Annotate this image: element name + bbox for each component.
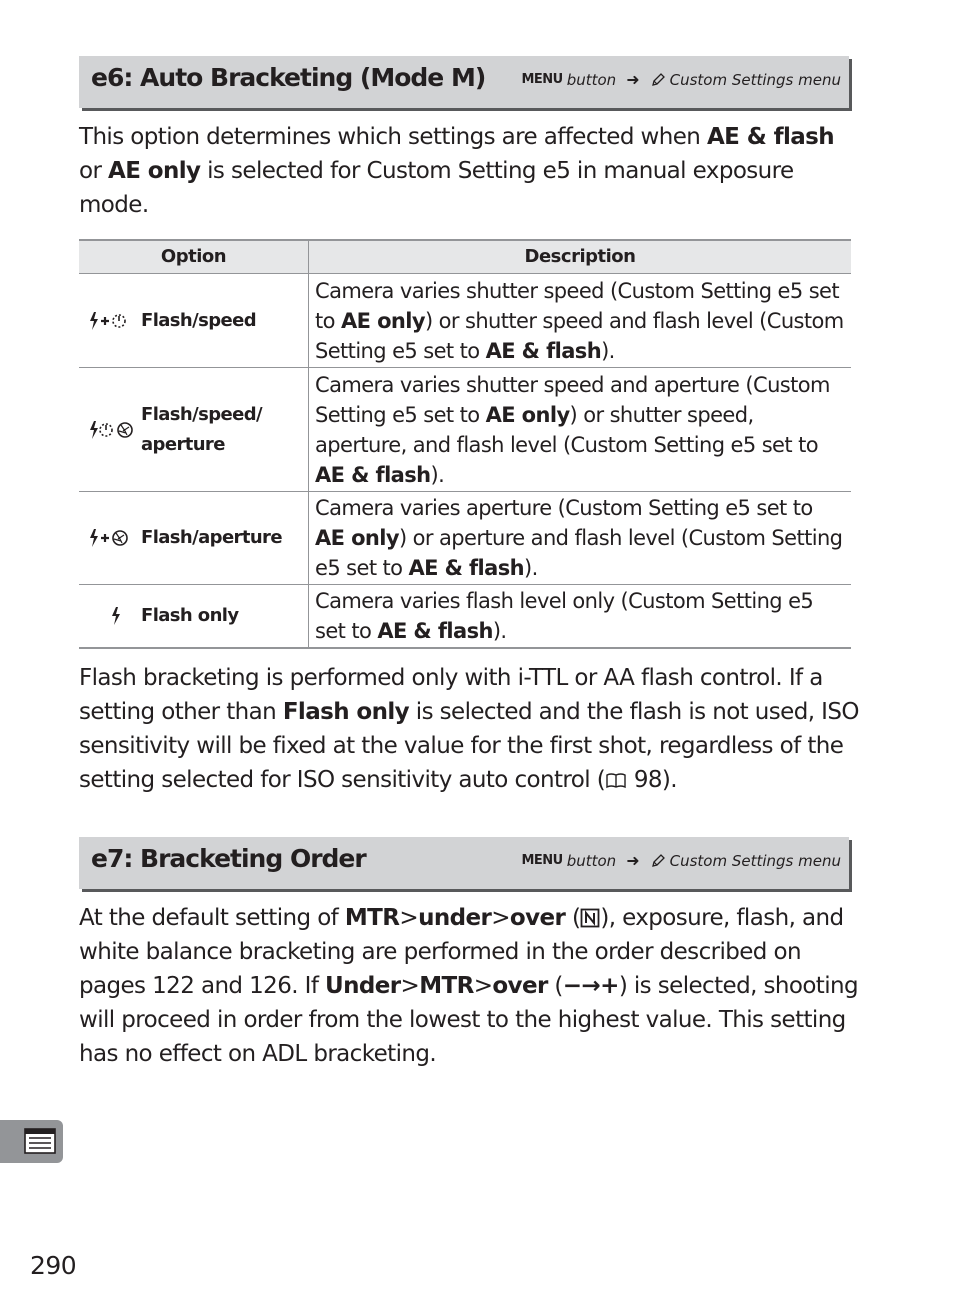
setting-ae-flash: AE & flash <box>315 462 431 487</box>
e7-title: e7: Bracketing Order <box>91 844 366 873</box>
custom-settings-tab <box>0 1120 63 1163</box>
text-run: Camera varies flash level only (Custom Setting e5 set to <box>315 589 814 643</box>
flash-plus-aperture-icon <box>79 527 141 549</box>
text-run: ( <box>547 973 563 999</box>
description-cell <box>309 274 852 368</box>
separator: > <box>473 973 493 999</box>
text-run: ). <box>601 338 615 363</box>
text-run: is selected for Custom Setting e5 in manual exposure mode. <box>79 158 794 218</box>
table-row <box>79 585 851 649</box>
separator: > <box>399 905 419 931</box>
option-cell <box>79 492 309 585</box>
options-table <box>79 239 851 649</box>
book-reference-icon <box>605 772 627 790</box>
pencil-icon <box>650 72 666 88</box>
flash-plus-speed-icon <box>79 310 141 332</box>
page-reference: 98). <box>627 767 677 793</box>
e7-section-header <box>79 837 849 889</box>
table-row <box>79 368 851 492</box>
table-header-row <box>79 240 851 274</box>
text-run: Camera varies shutter speed and aperture (Custom Setting e5 set to <box>315 372 830 427</box>
setting-ae-only: AE only <box>340 308 425 333</box>
e7-menu-path <box>521 851 841 870</box>
option-label: Flash only <box>141 605 239 626</box>
text-run: Flash bracketing is performed only with i-TTL or AA flash control. If a setting other than <box>79 665 823 725</box>
setting-under: Under <box>325 973 401 999</box>
text-run: ), exposure, flash, and white balance bracketing are performed in the order described on pages 122 and 126. If <box>79 905 844 999</box>
separator: > <box>400 973 420 999</box>
text-run: ). <box>523 556 538 580</box>
setting-ae-only: AE only <box>315 526 399 550</box>
arrow-right-icon: ➜ <box>626 70 640 89</box>
minus-arrow-plus-symbol: −→+ <box>562 973 619 999</box>
custom-settings-menu-label: Custom Settings menu <box>669 70 841 89</box>
setting-ae-flash: AE & flash <box>377 619 493 643</box>
table-row <box>79 492 851 585</box>
text-run: This option determines which settings are affected when <box>79 124 707 150</box>
flash-bracketing-note <box>79 661 859 797</box>
menu-button-label: MENU <box>521 853 563 868</box>
text-run: ). <box>492 619 507 643</box>
text-run: ) or shutter speed, aperture, and flash level (Custom Setting e5 set to <box>315 402 818 457</box>
description-cell <box>309 585 852 649</box>
setting-mtr: MTR <box>344 905 400 931</box>
menu-list-icon <box>0 1120 63 1163</box>
table-row <box>79 274 851 368</box>
option-cell <box>79 368 309 492</box>
text-run: Camera varies aperture (Custom Setting e5 set to <box>315 496 813 520</box>
text-run: ) or shutter speed and flash level (Custom Setting e5 set to <box>315 308 844 363</box>
flash-only-icon <box>79 605 141 627</box>
description-cell <box>309 492 852 585</box>
text-run: is selected and the flash is not used, ISO sensitivity will be fixed at the value for the first shot, regardless of the setting selected for ISO sensitivity auto control ( <box>79 699 859 793</box>
option-cell <box>79 585 309 649</box>
pencil-icon <box>650 853 666 869</box>
e7-body-paragraph <box>79 901 859 1071</box>
arrow-right-icon: ➜ <box>626 851 640 870</box>
setting-under: under <box>418 905 492 931</box>
e6-intro-paragraph <box>79 120 859 222</box>
setting-flash-only: Flash only <box>282 699 410 725</box>
e6-section-header <box>79 56 849 108</box>
option-label: Flash/speed/ aperture <box>141 403 262 455</box>
e6-menu-path <box>521 70 841 89</box>
option-label: Flash/aperture <box>141 527 282 548</box>
text-run: or <box>79 158 109 184</box>
setting-ae-only: AE only <box>485 402 570 427</box>
setting-ae-flash: AE & flash <box>706 124 835 150</box>
description-cell <box>309 368 852 492</box>
option-column-header: Option <box>79 240 309 274</box>
setting-mtr: MTR <box>419 973 474 999</box>
text-run: ( <box>565 905 581 931</box>
text-run: ) is selected, shooting will proceed in order from the lowest to the highest value. This setting has no effect on ADL bracketing. <box>79 973 858 1067</box>
setting-ae-flash: AE & flash <box>485 338 602 363</box>
separator: > <box>491 905 510 931</box>
setting-ae-only: AE only <box>108 158 201 184</box>
button-word: button <box>566 851 617 870</box>
n-box-icon <box>580 908 600 928</box>
text-run: At the default setting of <box>79 905 345 931</box>
flash-speed-aperture-icon <box>79 419 141 441</box>
menu-button-label: MENU <box>521 72 563 87</box>
setting-over: over <box>509 905 566 931</box>
text-run: ). <box>430 462 445 487</box>
option-label: Flash/speed <box>141 309 257 331</box>
description-column-header: Description <box>309 240 852 274</box>
custom-settings-menu-label: Custom Settings menu <box>669 851 841 870</box>
option-cell <box>79 274 309 368</box>
page-number: 290 <box>30 1251 77 1280</box>
setting-over: over <box>492 973 548 999</box>
setting-ae-flash: AE & flash <box>408 556 524 580</box>
text-run: Camera varies shutter speed (Custom Setting e5 set to <box>315 278 839 333</box>
e6-title: e6: Auto Bracketing (Mode M) <box>91 63 486 92</box>
text-run: ) or aperture and flash level (Custom Setting e5 set to <box>315 526 843 580</box>
button-word: button <box>566 70 617 89</box>
